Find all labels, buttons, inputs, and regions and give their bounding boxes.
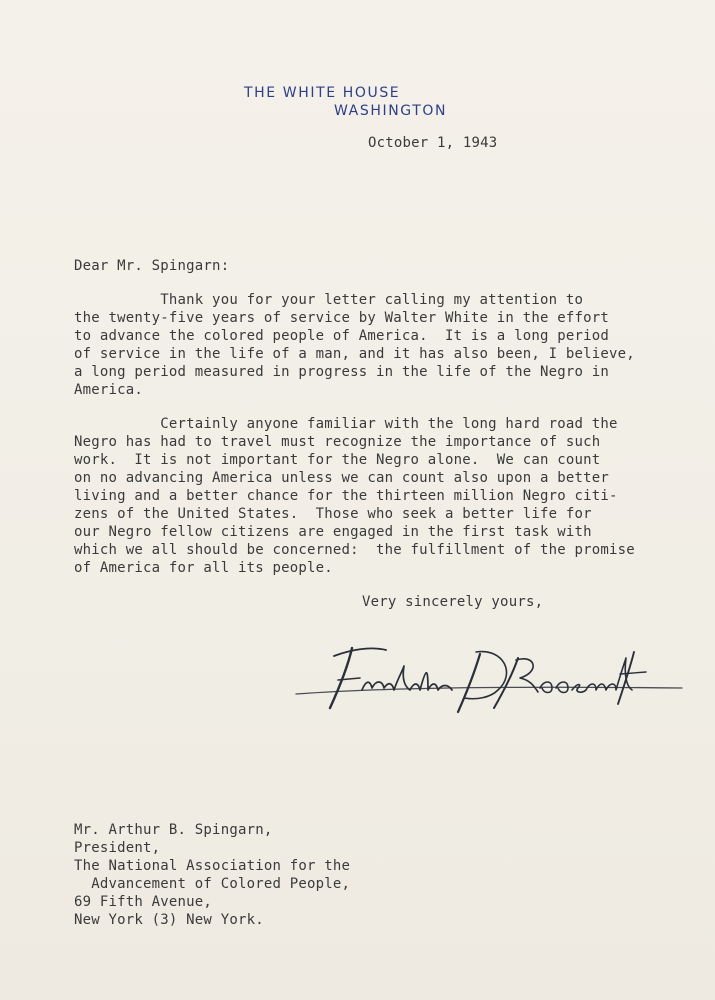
body-line: Negro has had to travel must recognize the importance of such	[74, 434, 601, 450]
body-line: on no advancing America unless we can count also upon a better	[74, 470, 609, 486]
address-line: President,	[74, 840, 161, 856]
address-line: Mr. Arthur B. Spingarn,	[74, 822, 273, 838]
body-line: a long period measured in progress in the life of the Negro in	[74, 364, 609, 380]
address-line: The National Association for the	[74, 858, 351, 874]
body-line: of America for all its people.	[74, 560, 333, 576]
body-line: America.	[74, 382, 144, 398]
body-line: Certainly anyone familiar with the long hard road the	[74, 416, 618, 432]
signature	[290, 628, 690, 718]
address-line: New York (3) New York.	[74, 912, 264, 928]
paragraph-1	[74, 291, 635, 399]
body-line: work. It is not important for the Negro alone. We can count	[74, 452, 601, 468]
address-line: Advancement of Colored People,	[74, 876, 351, 892]
body-line: to advance the colored people of America. It is a long period	[74, 328, 609, 344]
recipient-address	[74, 821, 350, 929]
body-line: Thank you for your letter calling my attention to	[74, 292, 584, 308]
body-line: the twenty-five years of service by Walter White in the effort	[74, 310, 609, 326]
address-line: 69 Fifth Avenue,	[74, 894, 213, 910]
body-line: which we all should be concerned: the fulfillment of the promise	[74, 542, 635, 558]
letterhead-title: THE WHITE HOUSE	[244, 85, 401, 101]
letterhead-location: WASHINGTON	[334, 103, 448, 119]
closing: Very sincerely yours,	[362, 594, 544, 610]
paragraph-2	[74, 415, 635, 577]
body-line: zens of the United States. Those who seek a better life for	[74, 506, 592, 522]
body-line: of service in the life of a man, and it has also been, I believe,	[74, 346, 635, 362]
salutation: Dear Mr. Spingarn:	[74, 258, 230, 274]
body-line: living and a better chance for the thirteen million Negro citi-	[74, 488, 618, 504]
body-line: our Negro fellow citizens are engaged in the first task with	[74, 524, 592, 540]
letter-date: October 1, 1943	[368, 135, 498, 151]
